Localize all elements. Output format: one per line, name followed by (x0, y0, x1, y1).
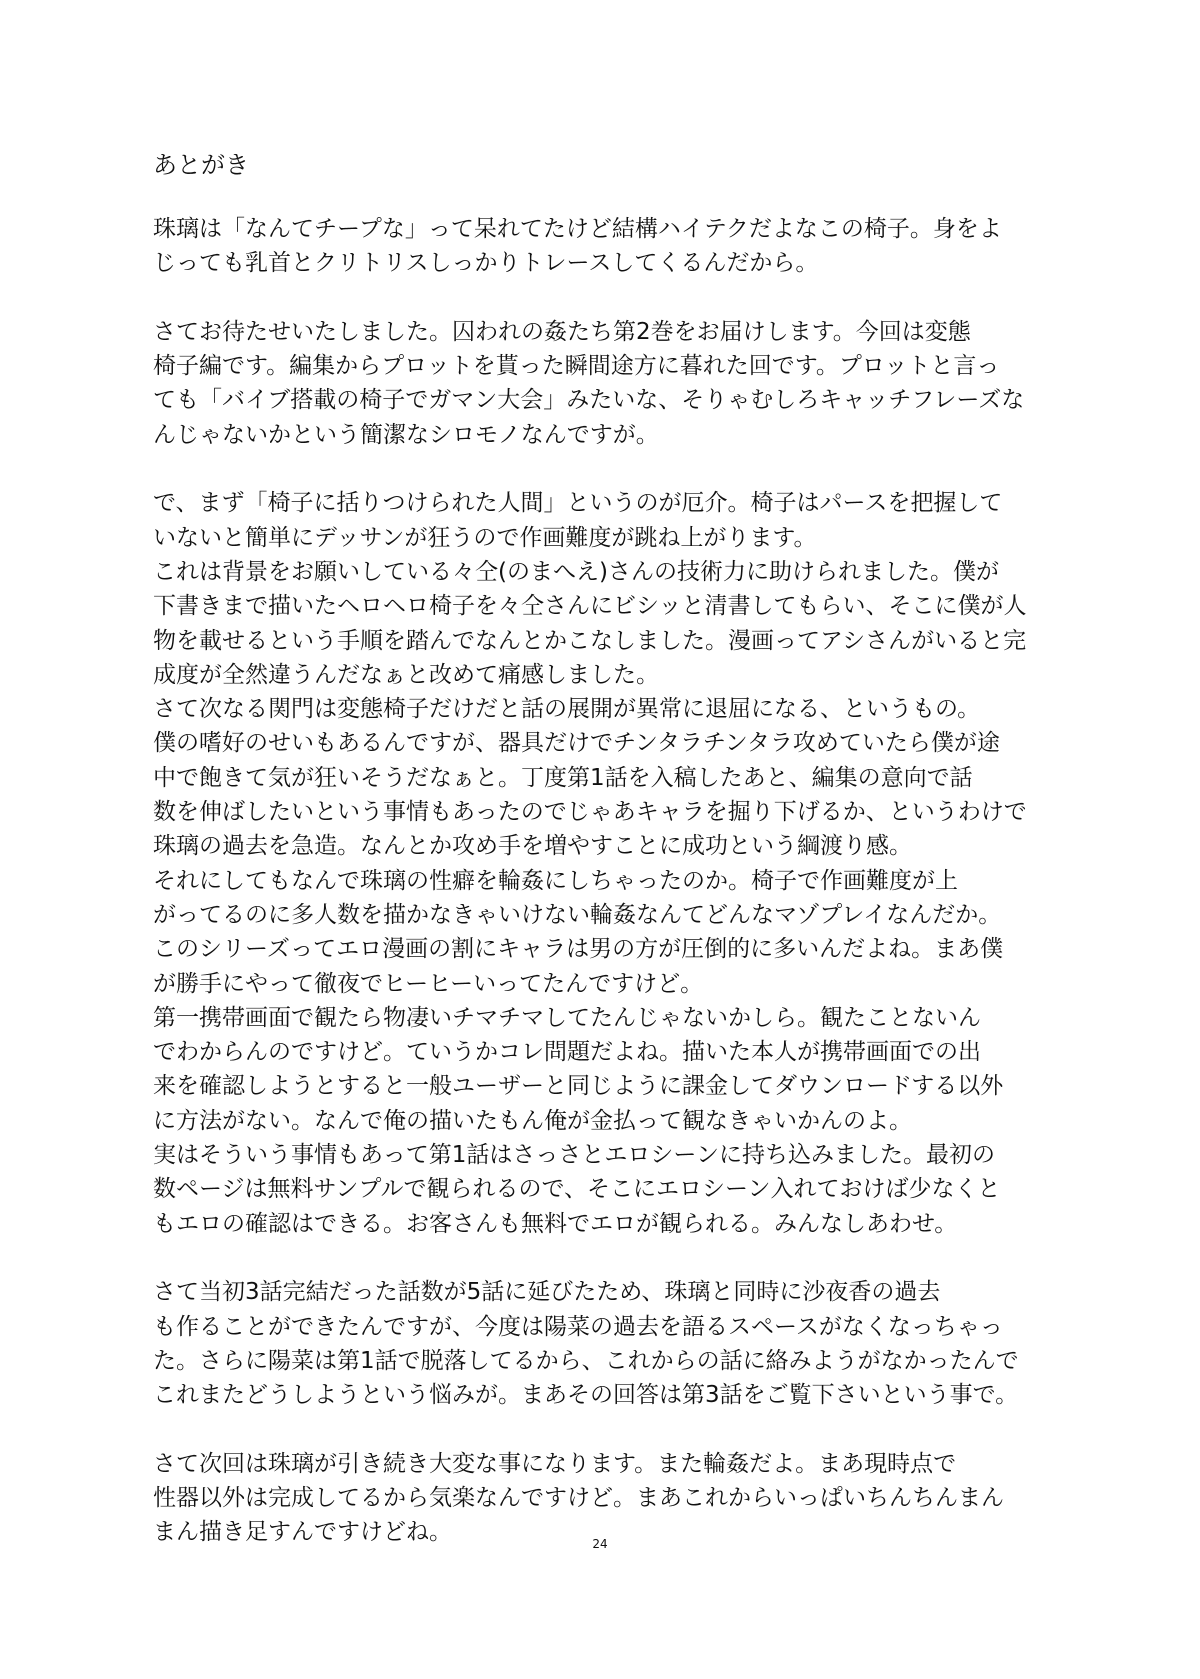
text-line: 来を確認しようとすると一般ユーザーと同じように課金してダウンロードする以外 (153, 1073, 1004, 1100)
text-line: さて次回は珠璃が引き続き大変な事になります。また輪姦だよ。まあ現時点で (153, 1450, 957, 1477)
text-line: でわからんのですけど。ていうかコレ問題だよね。描いた本人が携帯画面での出 (153, 1039, 981, 1066)
text-line: 数ページは無料サンプルで観られるので、そこにエロシーン入れておけば少なくと (153, 1176, 1001, 1203)
afterword-body (153, 212, 1053, 1550)
text-line: これまたどうしようという悩みが。まあその回答は第3話をご覧下さいという事で。 (153, 1382, 1019, 1409)
text-line: 珠璃の過去を急造。なんとか攻め手を増やすことに成功という綱渡り感。 (153, 833, 912, 860)
text-line: 珠璃は「なんてチープな」って呆れてたけど結構ハイテクだよなこの椅子。身をよ (153, 216, 1002, 242)
text-line: いないと簡単にデッサンが狂うので作画難度が跳ね上がります。 (153, 524, 817, 551)
blank-line (153, 1241, 1053, 1275)
text-line: このシリーズってエロ漫画の割にキャラは男の方が圧倒的に多いんだよね。まあ僕 (153, 936, 1004, 963)
text-line: 下書きまで描いたヘロヘロ椅子を々仝さんにビシッと清書してもらい、そこに僕が人 (153, 593, 1027, 620)
text-line: それにしてもなんで珠璃の性癖を輪姦にしちゃったのか。椅子で作画難度が上 (153, 867, 958, 894)
blank-line (153, 452, 1053, 486)
text-line: がってるのに多人数を描かなきゃいけない輪姦なんてどんなマゾプレイなんだか。 (153, 901, 1002, 928)
text-line: んじゃないかという簡潔なシロモノなんですが。 (153, 421, 659, 448)
text-line: た。さらに陽菜は第1話で脱落してるから、これからの話に絡みようがなかったんで (153, 1347, 1019, 1374)
blank-line (153, 281, 1053, 315)
text-line: さてお待たせいたしました。囚われの姦たち第2巻をお届けします。今回は変態 (153, 318, 971, 345)
page-number: 24 (592, 1537, 608, 1551)
text-line: も作ることができたんですが、今度は陽菜の過去を語るスペースがなくなっちゃっ (153, 1313, 1003, 1340)
text-line: 成度が全然違うんだなぁと改めて痛感しました。 (153, 661, 659, 688)
text-line: 椅子編です。編集からプロットを貰った瞬間途方に暮れた回です。プロットと言っ (153, 353, 1000, 380)
text-line: じっても乳首とクリトリスしっかりトレースしてくるんだから。 (153, 250, 819, 277)
text-line: に方法がない。なんで俺の描いたもん俺が金払って観なきゃいかんのよ。 (153, 1107, 912, 1134)
text-line: 僕の嗜好のせいもあるんですが、器具だけでチンタラチンタラ攻めていたら僕が途 (153, 730, 1000, 757)
text-line: これは背景をお願いしている々仝(のまへえ)さんの技術力に助けられました。僕が (153, 558, 999, 585)
text-line: さて当初3話完結だった話数が5話に延びたため、珠璃と同時に沙夜香の過去 (153, 1279, 941, 1306)
text-line: 性器以外は完成してるから気楽なんですけど。まあこれからいっぱいちんちんまん (153, 1484, 1004, 1511)
text-line: が勝手にやって徹夜でヒーヒーいってたんですけど。 (153, 970, 704, 997)
text-line: 実はそういう事情もあって第1話はさっさとエロシーンに持ち込みました。最初の (153, 1142, 995, 1169)
text-line: で、まず「椅子に括りつけられた人間」というのが厄介。椅子はパースを把握して (153, 490, 1003, 517)
text-line: 第一携帯画面で観たら物凄いチマチマしてたんじゃないかしら。観たことないん (153, 1004, 981, 1031)
text-line: 中で飽きて気が狂いそうだなぁと。丁度第1話を入稿したあと、編集の意向で話 (153, 764, 973, 791)
blank-line (153, 1412, 1053, 1446)
text-line: まん描き足すんですけどね。 (153, 1519, 452, 1546)
text-line: さて次なる関門は変態椅子だけだと話の展開が異常に退屈になる、というもの。 (153, 696, 981, 723)
text-line: ても「バイブ搭載の椅子でガマン大会」みたいな、そりゃむしろキャッチフレーズな (153, 387, 1025, 414)
afterword-heading: あとがき (153, 151, 249, 179)
text-line: 数を伸ばしたいという事情もあったのでじゃあキャラを掘り下げるか、というわけで (153, 799, 1027, 826)
text-line: 物を載せるという手順を踏んでなんとかこなしました。漫画ってアシさんがいると完 (153, 627, 1027, 654)
text-line: もエロの確認はできる。お客さんも無料でエロが観られる。みんなしあわせ。 (153, 1210, 958, 1237)
